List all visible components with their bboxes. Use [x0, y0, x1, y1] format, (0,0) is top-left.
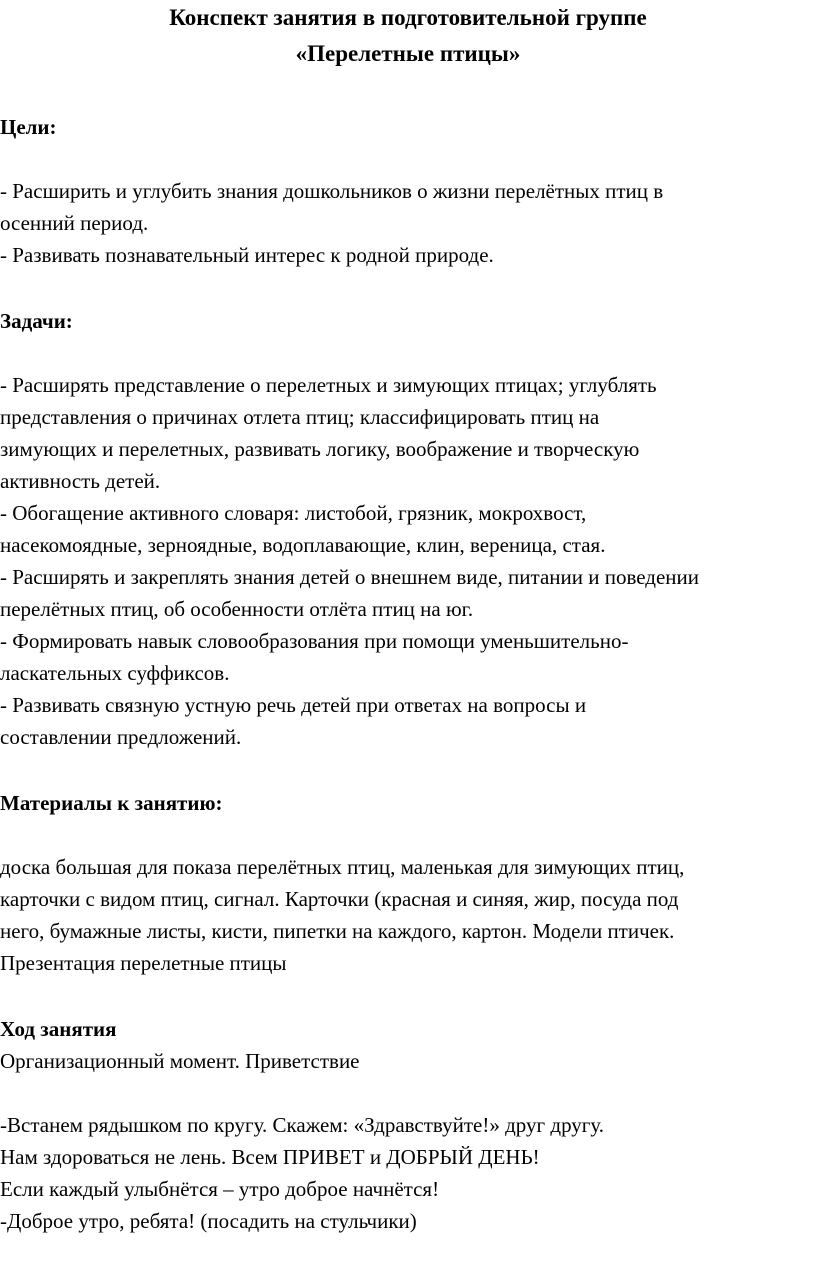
- goals-line: - Расширить и углубить знания дошкольников о жизни перелётных птиц в: [0, 179, 664, 203]
- materials-line: Презентация перелетные птицы: [0, 951, 287, 975]
- tasks-line: - Расширять представление о перелетных и зимующих птицах; углублять: [0, 373, 657, 397]
- lesson-line: Если каждый улыбнётся – утро доброе начнётся!: [0, 1177, 440, 1201]
- goals-line: осенний период.: [0, 211, 149, 235]
- tasks-line: активность детей.: [0, 469, 161, 493]
- lesson-line: -Встанем рядышком по кругу. Скажем: «Здравствуйте!» друг другу.: [0, 1113, 605, 1137]
- tasks-line: - Развивать связную устную речь детей при ответах на вопросы и: [0, 693, 587, 717]
- materials-line: него, бумажные листы, кисти, пипетки на каждого, картон. Модели птичек.: [0, 919, 675, 943]
- lesson-line: -Доброе утро, ребята! (посадить на стульчики): [0, 1209, 417, 1233]
- tasks-line: - Формировать навык словообразования при помощи уменьшительно-: [0, 629, 629, 653]
- lesson-heading: Ход занятия: [0, 1017, 117, 1041]
- tasks-line: составлении предложений.: [0, 725, 242, 749]
- goals-heading: Цели:: [0, 115, 57, 139]
- tasks-line: - Обогащение активного словаря: листобой, грязник, мокрохвост,: [0, 501, 587, 525]
- document-title-line1: Конспект занятия в подготовительной группе: [169, 5, 647, 30]
- goals-line: - Развивать познавательный интерес к родной природе.: [0, 243, 494, 267]
- tasks-line: ласкательных суффиксов.: [0, 661, 230, 685]
- materials-line: доска большая для показа перелётных птиц, маленькая для зимующих птиц,: [0, 855, 685, 879]
- materials-heading: Материалы к занятию:: [0, 791, 223, 815]
- document-title-line2: «Перелетные птицы»: [295, 41, 521, 66]
- lesson-subheading: Организационный момент. Приветствие: [0, 1049, 360, 1073]
- materials-line: карточки с видом птиц, сигнал. Карточки (красная и синяя, жир, посуда под: [0, 887, 679, 911]
- tasks-line: насекомоядные, зерноядные, водоплавающие, клин, вереница, стая.: [0, 533, 606, 557]
- lesson-line: Нам здороваться не лень. Всем ПРИВЕТ и ДОБРЫЙ ДЕНЬ!: [0, 1145, 540, 1169]
- tasks-line: - Расширять и закреплять знания детей о внешнем виде, питании и поведении: [0, 565, 700, 589]
- tasks-heading: Задачи:: [0, 309, 73, 333]
- tasks-line: зимующих и перелетных, развивать логику, воображение и творческую: [0, 437, 640, 461]
- tasks-line: перелётных птиц, об особенности отлёта птиц на юг.: [0, 597, 474, 621]
- tasks-line: представления о причинах отлета птиц; классифицировать птиц на: [0, 405, 600, 429]
